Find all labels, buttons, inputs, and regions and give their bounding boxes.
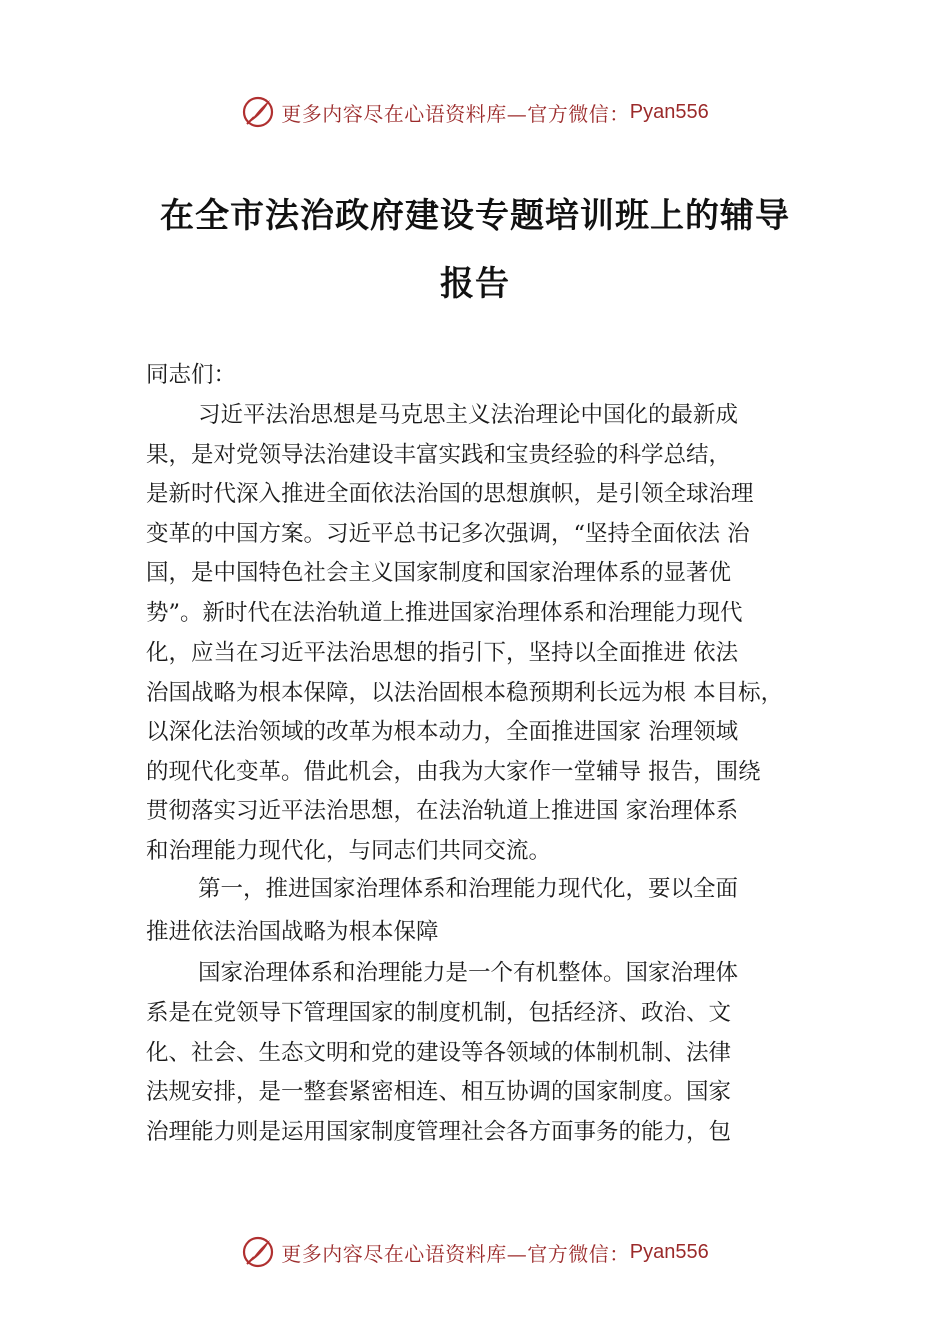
body-line: 国家治理体系和治理能力是一个有机整体。国家治理体 — [198, 960, 739, 986]
body-line: 以深化法治领域的改革为根本动力，全面推进国家 治理领域 — [146, 719, 739, 745]
body-line: 势”。新时代在法治轨道上推进国家治理体系和治理能力现代 — [146, 600, 743, 626]
body-line: 法规安排，是一整套紧密相连、相互协调的国家制度。国家 — [146, 1079, 732, 1105]
banner-wechat-id: Pyan556 — [629, 1240, 709, 1263]
body-line: 国，是中国特色社会主义国家制度和国家治理体系的显著优 — [146, 560, 732, 586]
section-heading-line: 第一，推进国家治理体系和治理能力现代化，要以全面 — [198, 876, 739, 902]
body-line: 贯彻落实习近平法治思想，在法治轨道上推进国 家治理体系 — [146, 798, 739, 824]
section-heading-line: 推进依法治国战略为根本保障 — [146, 919, 439, 945]
salutation-line: 同志们： — [146, 362, 237, 388]
banner-text: 更多内容尽在心语资料库—官方微信： — [281, 101, 630, 126]
quill-logo-icon — [241, 1235, 275, 1269]
body-line: 和治理能力现代化，与同志们共同交流。 — [146, 838, 552, 864]
document-title-line-1: 在全市法治政府建设专题培训班上的辅导 — [160, 196, 790, 236]
banner-wechat-id: Pyan556 — [629, 100, 709, 123]
body-line: 的现代化变革。借此机会，由我为大家作一堂辅导 报告，围绕 — [146, 759, 761, 785]
body-line: 化、社会、生态文明和党的建设等各领域的体制机制、法律 — [146, 1040, 732, 1066]
body-line: 习近平法治思想是马克思主义法治理论中国化的最新成 — [198, 402, 739, 428]
body-line: 化，应当在习近平法治思想的指引下，坚持以全面推进 依法 — [146, 640, 739, 666]
body-line: 系是在党领导下管理国家的制度机制，包括经济、政治、文 — [146, 1000, 732, 1026]
header-watermark-banner — [0, 92, 950, 132]
quill-logo-icon — [241, 95, 275, 129]
document-title-line-2: 报告 — [440, 264, 510, 304]
body-line: 变革的中国方案。习近平总书记多次强调，“坚持全面依法 治 — [146, 521, 750, 547]
body-line: 治国战略为根本保障，以法治固根本稳预期利长远为根 本目标， — [146, 680, 784, 706]
banner-text: 更多内容尽在心语资料库—官方微信： — [281, 1241, 630, 1266]
body-line: 是新时代深入推进全面依法治国的思想旗帜，是引领全球治理 — [146, 481, 754, 507]
body-line: 治理能力则是运用国家制度管理社会各方面事务的能力，包 — [146, 1119, 732, 1145]
body-line: 果，是对党领导法治建设丰富实践和宝贵经验的科学总结， — [146, 442, 732, 468]
footer-watermark-banner — [0, 1232, 950, 1272]
